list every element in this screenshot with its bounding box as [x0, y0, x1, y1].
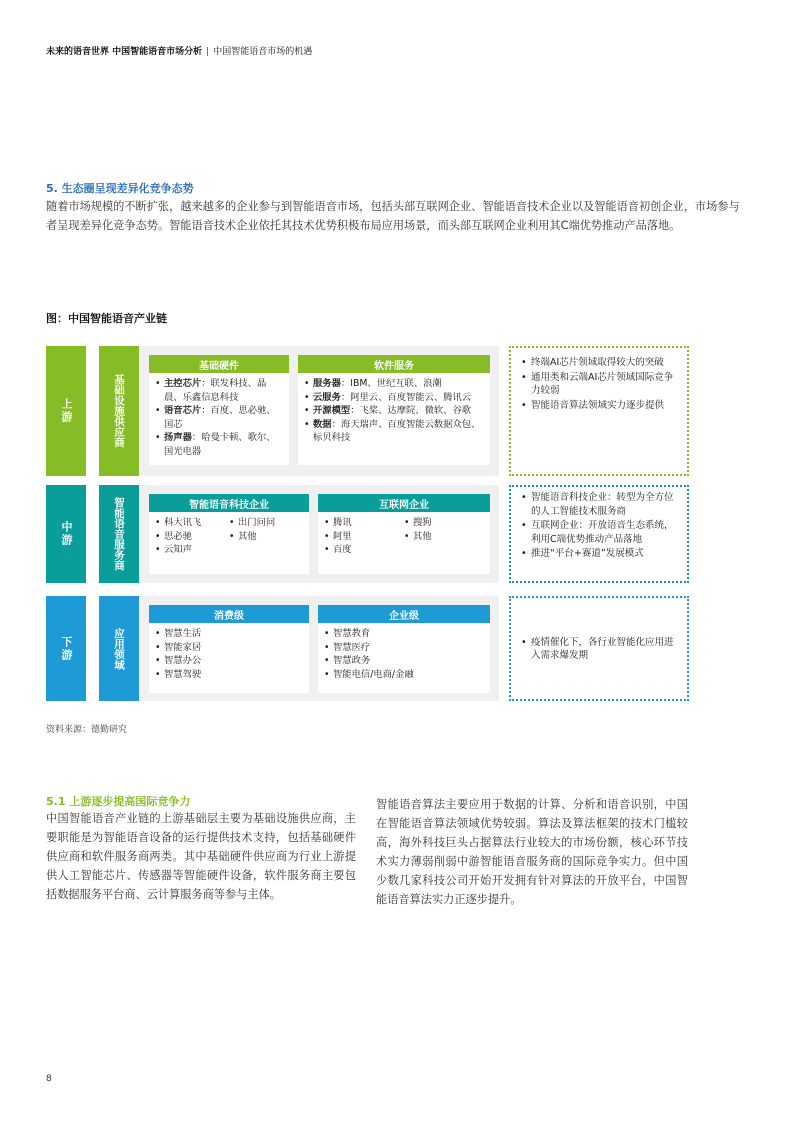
midstream-notes — [509, 485, 689, 583]
tech-head: 智能语音科技企业 — [149, 494, 309, 512]
enterprise-box — [318, 605, 490, 693]
body-column-left — [46, 795, 356, 904]
list-item: • 科大讯飞 — [155, 516, 229, 530]
category-midstream: 智能语音服务商 — [99, 485, 139, 583]
enterprise-head: 企业级 — [318, 605, 490, 623]
enterprise-body — [318, 623, 490, 685]
list-item: • 阿里 — [324, 530, 404, 544]
list-item: • 语音芯片：百度、思必驰、国芯 — [155, 404, 283, 431]
paragraph-left: 中国智能语音产业链的上游基础层主要为基础设施供应商，主要职能是为智能语音设备的运行提供技术支持，包括基础硬件供应商和软件服务商两类。其中基础硬件供应商为行业上游提供人工智能芯片、传感器等智能硬件设备，软件服务商主要包括数据服务平台商、云计算服务商等参与主体。 — [46, 812, 356, 901]
list-item: • 智能电信/电商/金融 — [324, 668, 484, 682]
stage-upstream: 上游 — [46, 346, 86, 476]
section-title: 5. 生态圈呈现差异化竞争态势 — [46, 182, 194, 195]
software-body — [298, 373, 490, 449]
stage-downstream: 下游 — [46, 596, 86, 701]
note-item: • 通用类和云端AI芯片领域国际竞争力较弱 — [521, 371, 679, 398]
consumer-head: 消费级 — [149, 605, 309, 623]
list-item: • 出门问问 — [229, 516, 303, 530]
category-upstream: 基础设施供应商 — [99, 346, 139, 476]
list-item: • 其他 — [404, 530, 484, 544]
upstream-panel — [139, 346, 499, 476]
list-item: • 扬声器：哈曼卡顿、歌尔、国光电器 — [155, 431, 283, 458]
hardware-body — [149, 373, 289, 462]
list-item: • 云服务：阿里云、百度智能云、腾讯云 — [304, 391, 484, 405]
figure-title: 图：中国智能语音产业链 — [46, 312, 167, 325]
note-item: • 推进“平台+赛道”发展模式 — [521, 547, 679, 561]
internet-body — [318, 512, 490, 561]
downstream-notes — [509, 596, 689, 701]
list-item: • 主控芯片：联发科技、晶晨、乐鑫信息科技 — [155, 377, 283, 404]
note-item: • 智能语音科技企业：转型为全方位的人工智能技术服务商 — [521, 491, 679, 518]
list-item: • 智能家居 — [155, 641, 303, 655]
list-item: • 云知声 — [155, 543, 229, 557]
list-item: • 其他 — [229, 530, 303, 544]
hardware-box — [149, 355, 289, 465]
note-item: • 疫情催化下，各行业智能化应用进入需求爆发期 — [521, 636, 679, 663]
software-head: 软件服务 — [298, 355, 490, 373]
software-box — [298, 355, 490, 465]
figure-source: 资料来源：德勤研究 — [46, 725, 128, 735]
tech-body — [149, 512, 309, 561]
list-item: • 数据：海天瑞声、百度智能云数据众包、标贝科技 — [304, 418, 484, 445]
list-item: • 智慧驾驶 — [155, 668, 303, 682]
section-intro: 随着市场规模的不断扩张，越来越多的企业参与到智能语音市场，包括头部互联网企业、智能语音技术企业以及智能语音初创企业，市场参与者呈现差异化竞争态势。智能语音技术企业依托其技术优势积极布局应用场景，而头部互联网企业利用其C端优势推动产品落地。 — [46, 200, 740, 232]
chapter-title: 中国智能语音市场的机遇 — [213, 47, 313, 57]
list-item: • 思必驰 — [155, 530, 229, 544]
note-item: • 互联网企业：开放语音生态系统，利用C端优势推动产品落地 — [521, 519, 679, 546]
list-item: • 智慧办公 — [155, 654, 303, 668]
list-item: • 百度 — [324, 543, 404, 557]
internet-box — [318, 494, 490, 574]
downstream-panel — [139, 596, 499, 701]
list-item: • 开源模型：飞桨、达摩院、微软、谷歌 — [304, 404, 484, 418]
note-item: • 智能语音算法领域实力逐步提供 — [521, 399, 679, 413]
list-item: • 智慧医疗 — [324, 641, 484, 655]
stage-midstream: 中游 — [46, 485, 86, 583]
hardware-head: 基础硬件 — [149, 355, 289, 373]
paragraph-right: 智能语音算法主要应用于数据的计算、分析和语音识别，中国在智能语音算法领域优势较弱。算法及算法框架的技术门槛较高，海外科技巨头占据算法行业较大的市场份额，核心环节技术实力薄弱削弱中游智能语音服务商的国际竞争实力。但中国少数几家科技公司开始开发拥有针对算法的开放平台，中国智能语音算法实力正逐步提升。 — [376, 798, 688, 906]
page-number: 8 — [46, 1074, 52, 1084]
consumer-body — [149, 623, 309, 685]
midstream-panel — [139, 485, 499, 583]
list-item: • 智慧教育 — [324, 627, 484, 641]
note-item: • 终端AI芯片领域取得较大的突破 — [521, 356, 679, 370]
list-item: • 服务器：IBM、世纪互联、浪潮 — [304, 377, 484, 391]
header-separator: | — [206, 47, 210, 57]
upstream-notes — [509, 346, 689, 476]
list-item: • 智慧生活 — [155, 627, 303, 641]
list-item: • 搜狗 — [404, 516, 484, 530]
subsection-title: 5.1 上游逐步提高国际竞争力 — [46, 795, 191, 808]
tech-box — [149, 494, 309, 574]
list-item: • 腾讯 — [324, 516, 404, 530]
internet-head: 互联网企业 — [318, 494, 490, 512]
list-item: • 智慧政务 — [324, 654, 484, 668]
report-title: 未来的语音世界 中国智能语音市场分析 — [46, 47, 203, 57]
consumer-box — [149, 605, 309, 693]
body-column-right — [376, 795, 688, 909]
running-header — [46, 44, 312, 57]
category-downstream: 应用领域 — [99, 596, 139, 701]
